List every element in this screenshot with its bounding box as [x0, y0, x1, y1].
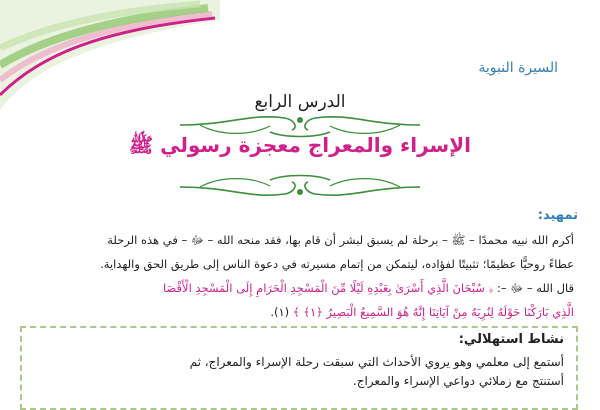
lesson-title: الدرس الرابع — [254, 92, 346, 112]
activity-title: نشاط استهلالي: — [458, 332, 564, 347]
section-label: السيرة النبوية — [478, 60, 558, 76]
quran-verse-line-1 — [22, 276, 574, 300]
activity-line-2: أستنتج مع زملائي دواعي الإسراء والمعراج. — [352, 374, 564, 388]
quran-verse-text-2: الَّذِي بَارَكْنَا حَوْلَهُ لِنُرِيَهُ مِنْ آيَاتِنَا إِنَّهُ هُوَ السَّمِيعُ الْبَصِيرُ ﴿١﴾ ﴾ — [292, 305, 574, 319]
quran-verse-line-2 — [22, 300, 574, 324]
intro-heading: تمهيد: — [537, 208, 578, 223]
activity-line-1: أستمع إلى معلمي وهو يروي الأحداث التي سبقت رحلة الإسراء والمعراج، ثم — [189, 355, 564, 369]
quran-verse-text-1: ﴿ سُبْحَانَ الَّذِي أَسْرَىٰ بِعَبْدِهِ لَيْلًا مِّنَ الْمَسْجِدِ الْحَرَامِ إِلَى الْمَسْجِدِ الْأَقْصَا — [163, 281, 494, 295]
warm-up-activity-box — [20, 326, 578, 410]
intro-paragraph-line-1: أكرم الله نبيه محمدًا – ﷺ – برحلة لم يسبق لبشر أن قام بها، فقد منحه الله – ﷻ – في هذه الرحلة — [107, 233, 574, 247]
intro-paragraph-line-2: عطاءً روحيًّا عظيمًا؛ تثبيتًا لفؤاده، ليتمكن من إتمام مسيرته في دعوة الناس إلى طريق الحق والهداية. — [100, 257, 574, 271]
title-ornament-bottom-icon — [170, 170, 430, 204]
verse-intro-text: قال الله – ﷻ –: — [496, 281, 574, 295]
verse-footnote-marker: (١). — [270, 305, 290, 319]
main-title: الإسراء والمعراج معجزة رسولي ﷺ — [129, 133, 471, 157]
